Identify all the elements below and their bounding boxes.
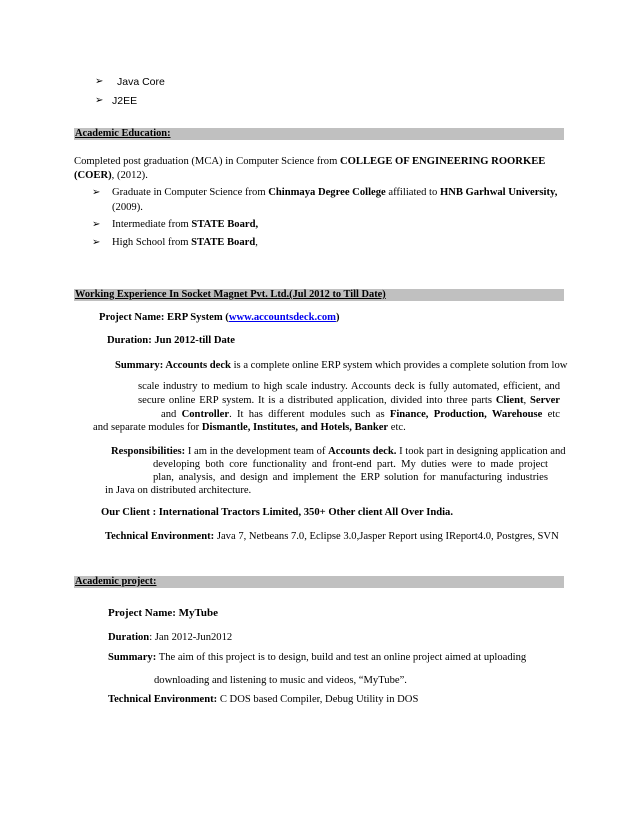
experience-responsibilities-line2: developing both core functionality and front-end part. My duties were to made project <box>153 459 548 470</box>
experience-responsibilities-line4: in Java on distributed architecture. <box>105 485 252 496</box>
arrow-bullet-icon: ➢ <box>92 187 101 198</box>
academic-project-name: Project Name: MyTube <box>108 607 218 619</box>
experience-summary-line1: Summary: Accounts deck is a complete online ERP system which provides a complete solution from low <box>115 360 568 371</box>
experience-summary-line5: and separate modules for Dismantle, Institutes, and Hotels, Banker etc. <box>93 422 406 433</box>
education-intermediate: Intermediate from STATE Board, <box>112 219 259 230</box>
experience-responsibilities-line1: Responsibilities: I am in the development team of Accounts deck. I took part in designing application and <box>111 446 566 457</box>
arrow-bullet-icon: ➢ <box>92 219 101 230</box>
experience-project-name: Project Name: ERP System (www.accountsdeck.com) <box>99 312 340 323</box>
education-main-line1: Completed post graduation (MCA) in Computer Science from COLLEGE OF ENGINEERING ROORKEE <box>74 156 546 167</box>
experience-summary-line3: secure online ERP system. It is a distributed application, divided into three parts Client, Server <box>138 395 561 406</box>
section-header-academic-education: Academic Education: <box>74 128 564 140</box>
education-main-line2: (COER), (2012). <box>74 170 148 181</box>
academic-project-summary-line2: downloading and listening to music and videos, “MyTube”. <box>154 675 407 686</box>
academic-project-technical-environment: Technical Environment: C DOS based Compiler, Debug Utility in DOS <box>108 694 419 705</box>
education-highschool: High School from STATE Board, <box>112 237 258 248</box>
education-graduate-year: (2009). <box>112 202 143 213</box>
experience-technical-environment: Technical Environment: Java 7, Netbeans 7.0, Eclipse 3.0,Jasper Report using IReport4.0, Postgres, SVN <box>105 531 559 542</box>
academic-project-duration: Duration: Jan 2012-Jun2012 <box>108 632 233 643</box>
education-graduate: Graduate in Computer Science from Chinmaya Degree College affiliated to HNB Garhwal University, <box>112 187 558 198</box>
arrow-bullet-icon: ➢ <box>92 237 101 248</box>
experience-client: Our Client : International Tractors Limited, 350+ Other client All Over India. <box>101 507 453 518</box>
arrow-bullet-icon: ➢ <box>95 95 104 106</box>
section-header-experience: Working Experience In Socket Magnet Pvt. Ltd.(Jul 2012 to Till Date) <box>74 289 564 301</box>
experience-duration: Duration: Jun 2012-till Date <box>107 335 236 346</box>
experience-responsibilities-line3: plan, analysis, and design and implement the ERP solution for manufacturing industries <box>153 472 548 483</box>
skill-item: Java Core <box>117 76 165 88</box>
arrow-bullet-icon: ➢ <box>95 76 104 87</box>
experience-summary-line4: and Controller. It has different modules such as Finance, Production, Warehouse etc <box>161 409 560 420</box>
experience-summary-line2: scale industry to medium to high scale industry. Accounts deck is fully automated, efficient, and <box>138 381 560 392</box>
skill-item: J2EE <box>112 95 138 107</box>
academic-project-summary-line1: Summary: The aim of this project is to design, build and test an online project aimed at uploading <box>108 652 527 663</box>
project-website-link[interactable]: www.accountsdeck.com <box>228 312 336 323</box>
section-header-academic-project: Academic project: <box>74 576 564 588</box>
